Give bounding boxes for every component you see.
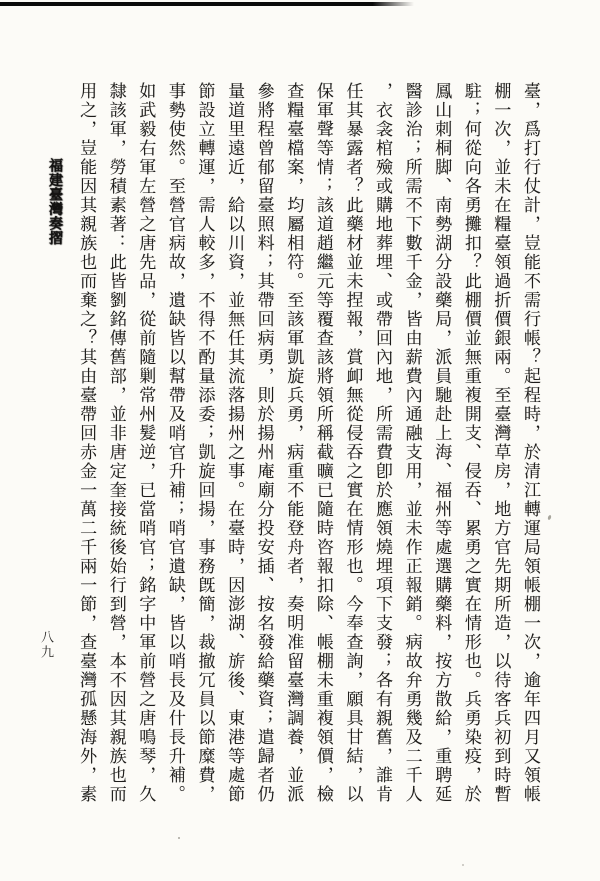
text-column-12: 節設立轉運，需人較多，不得不酌量添委；凱旋回揚，事務旣簡，裁撤冗員以節糜費， [195, 82, 215, 804]
page-number: 八九 [39, 630, 54, 660]
text-column-3: 駐；何從向各勇攤扣？此棚價並無重複開支、侵吞、累勇之實在情形也。兵勇染疫，於 [461, 82, 481, 804]
text-column-16: 用之，豈能因其親族也而棄之？其由臺帶回赤金一萬二千兩一節，查臺灣孤懸海外，素 [77, 82, 97, 804]
text-column-11: 量道里遠近，給以川資，並無任其流落揚州之事。在臺時，因澎湖、旂後、東港等處節 [225, 82, 245, 804]
text-column-7: 任其暴露者？此藥材並未捏報，賞卹無從侵吞之實在情形也。今奉查詢，願具甘結，以 [343, 82, 363, 804]
text-column-15: 隸該軍，勞積素著：此皆劉銘傳舊部，並非唐定奎接統後始行到營，本不因其親族也而 [106, 82, 126, 804]
text-column-14: 如武毅右軍左營之唐先品，從前隨剿常州髮逆，已當哨官；銘字中軍前營之唐鳴琴，久 [136, 82, 156, 804]
scan-edge-artifact [0, 2, 414, 6]
text-column-4: 鳳山刺桐脚、南勢湖分設藥局，派員馳赴上海、福州等處選購藥料，按方散給，重聘延 [432, 82, 452, 804]
scan-speckle [547, 515, 552, 521]
document-body-text [72, 82, 546, 810]
text-column-10: 參將程曾郁留臺照料；其帶回病勇，則於揚州庵廟分投安插、按名發給藥資；遣歸者仍 [254, 82, 274, 804]
text-column-2: 棚一次，並未在糧臺領過折價銀兩。至臺灣草房，地方官先期所造，以待客兵初到時暫 [491, 82, 511, 804]
running-title: 福建臺灣奏摺 [47, 158, 62, 245]
text-column-8: 保軍聲等情；該道趙繼元等覆查該將領所稱截曠已隨時咨報扣除、帳棚未重複領價，檢 [313, 82, 333, 804]
scan-speckle [462, 864, 464, 866]
scan-speckle [178, 837, 180, 839]
text-column-5: 醫診治；所需不下數千金，皆由薪費內通融支用，並未作正報銷。病故弁勇幾及二千人 [402, 82, 422, 804]
text-column-13: 事勢使然。至營官病故，遺缺皆以幫帶及哨官升補；哨官遺缺，皆以哨長及什長升補。 [165, 82, 185, 804]
text-column-1: 臺，爲打行仗計，豈能不需行帳？起程時，於清江轉運局領帳棚一次，逾年四月又領帳 [521, 82, 540, 804]
text-column-6: ，衣衾棺殮或購地葬埋、或帶回內地，所需費卽於應領燒埋項下支發；各有親舊，誰肯 [373, 82, 393, 804]
text-column-9: 查糧臺檔案，均屬相符。至該軍凱旋兵勇，病重不能登舟者，奏明准留臺灣調養，並派 [284, 82, 304, 804]
